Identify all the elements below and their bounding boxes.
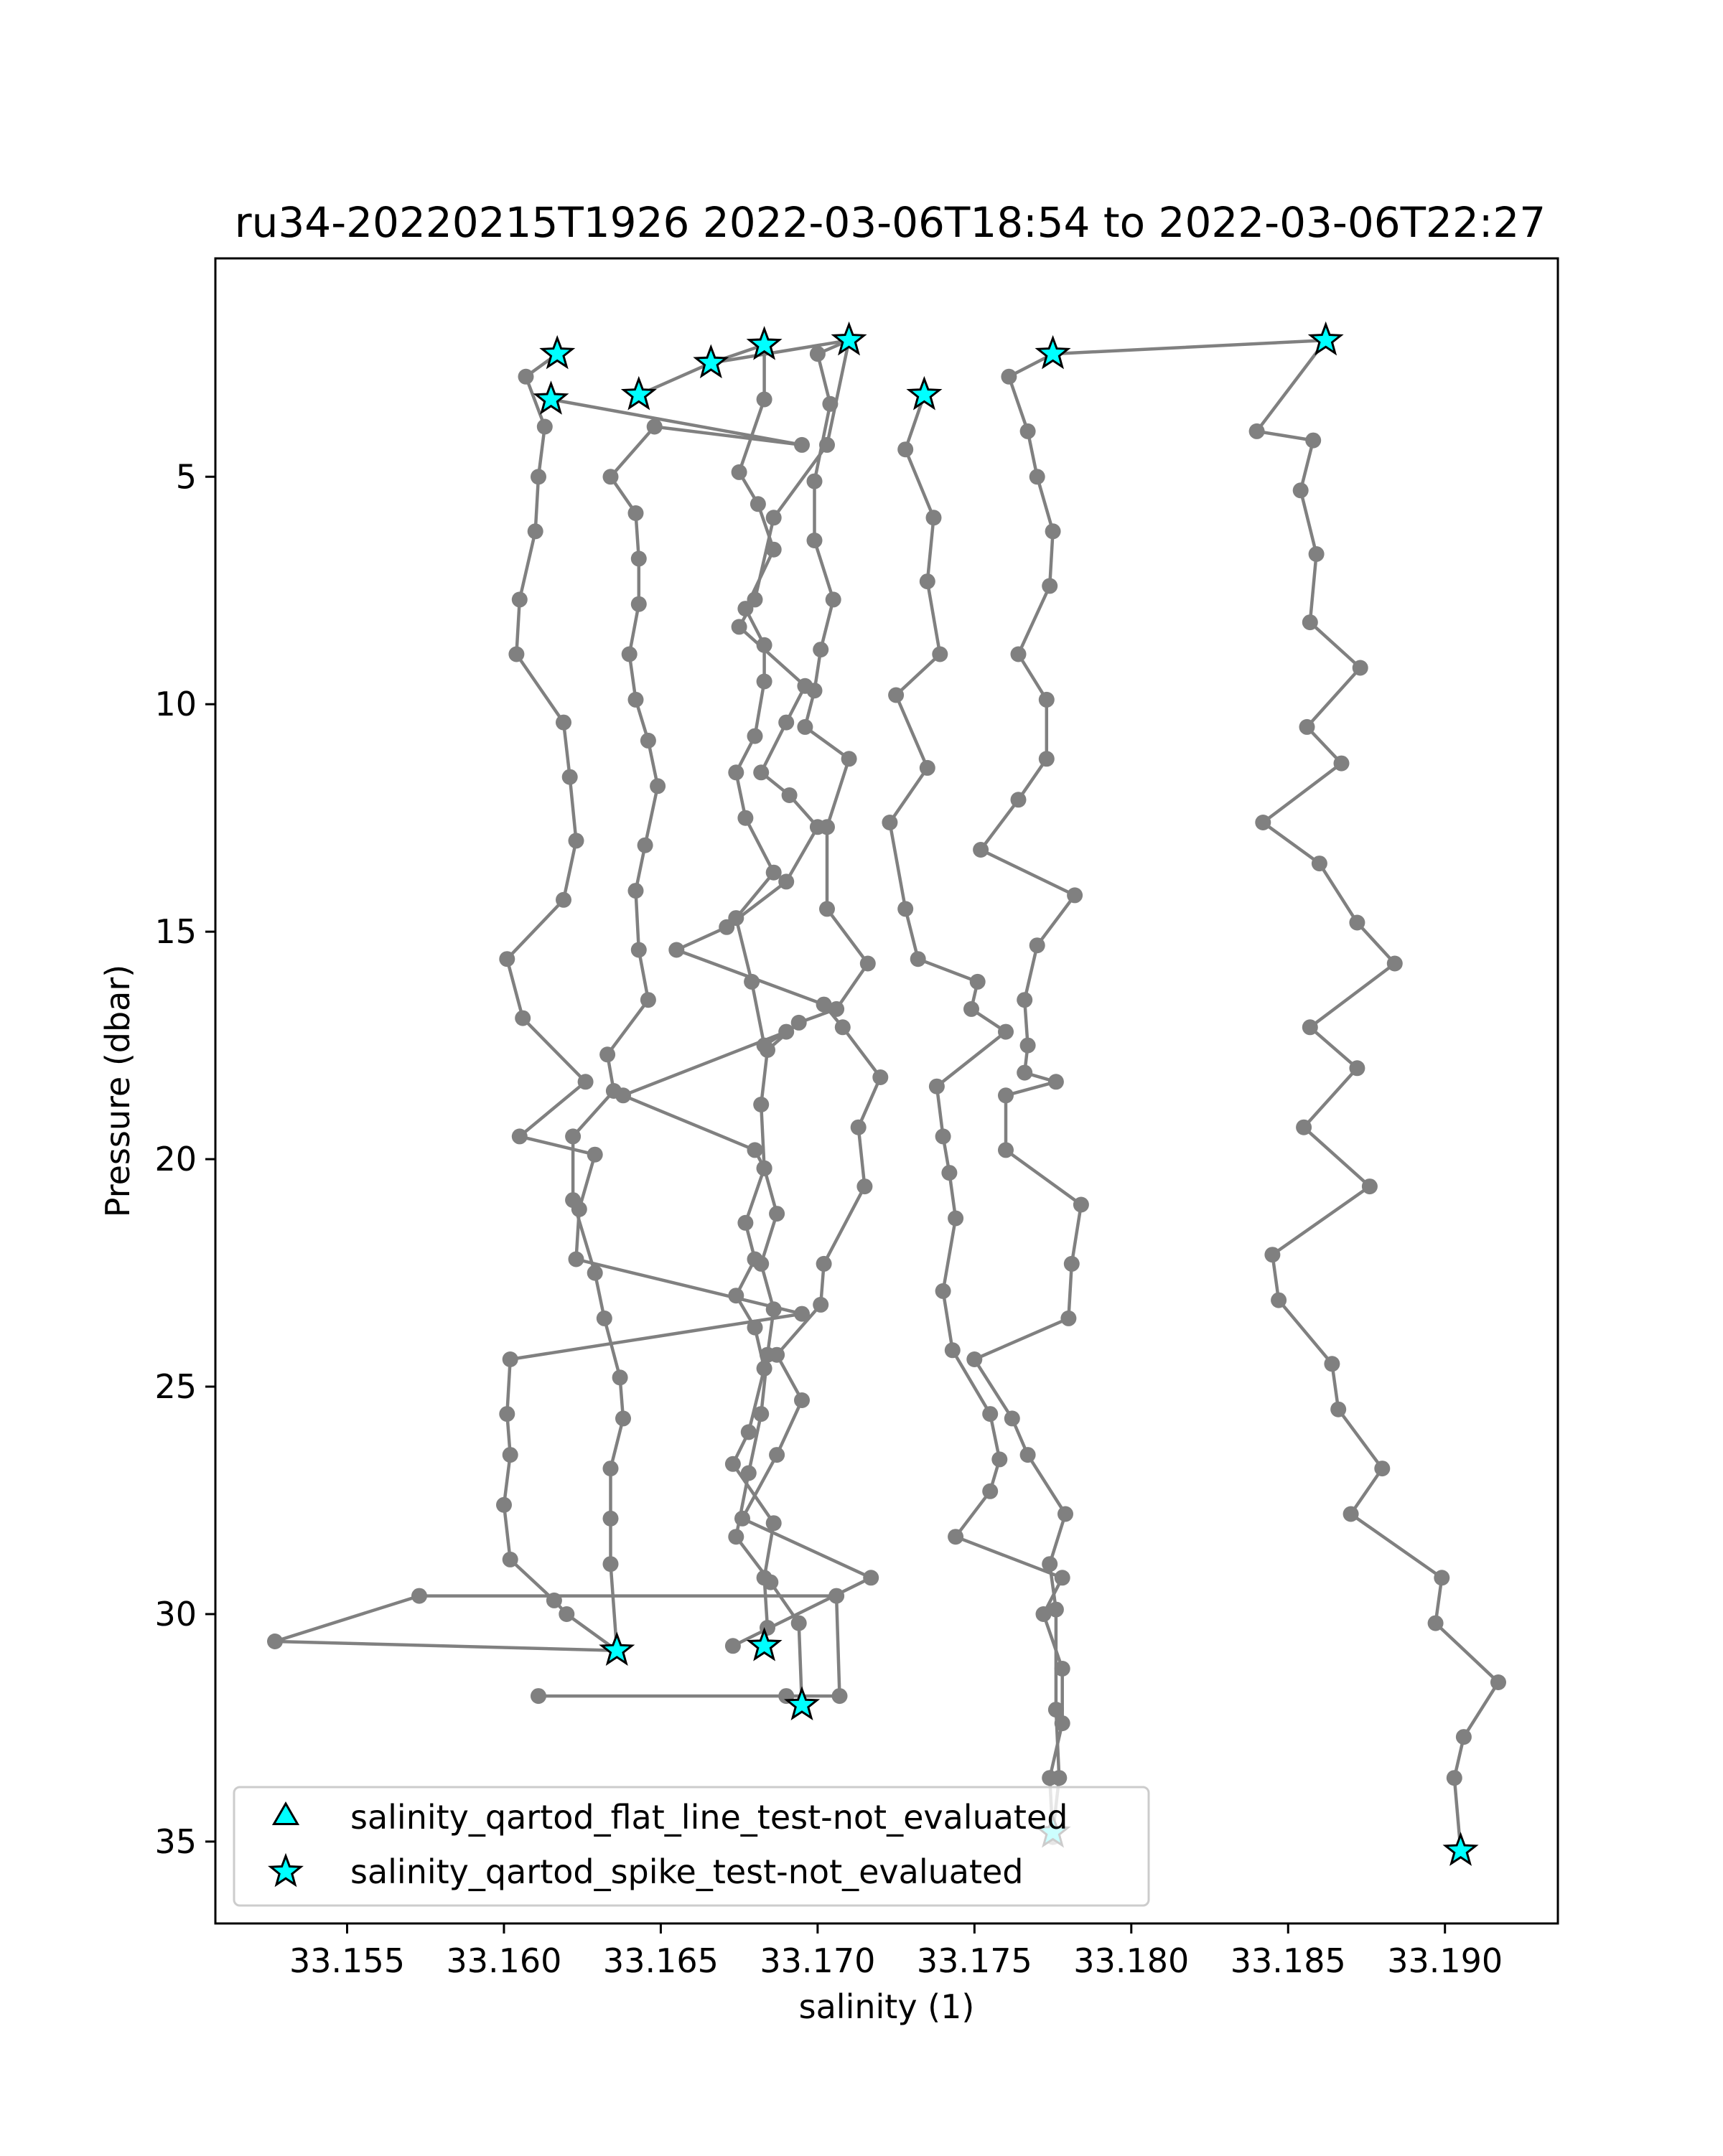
x-axis-label: salinity (1) [798,1987,975,2026]
data-point [1039,751,1055,767]
data-point [1073,1197,1089,1213]
data-point [628,505,644,521]
x-tick-label: 33.165 [602,1941,719,1980]
data-point [1353,660,1368,676]
data-point [757,392,772,408]
data-point [1042,578,1057,594]
data-point [832,1688,848,1704]
x-tick-label: 33.155 [289,1941,405,1980]
data-point [757,637,772,653]
data-point [1029,937,1045,953]
data-point [935,1128,951,1144]
data-point [737,810,753,826]
data-point [1296,1120,1312,1135]
data-point [725,1456,741,1472]
data-point [753,764,769,780]
data-point [750,496,766,512]
data-point [813,642,828,657]
data-point [791,1015,807,1031]
data-point [1309,546,1325,562]
data-point [732,619,747,634]
data-point [1051,1770,1067,1786]
data-point [744,974,760,990]
legend [234,1787,1149,1906]
data-point [807,533,823,548]
data-point [760,1042,775,1058]
data-point [753,1256,769,1272]
data-point [932,647,948,662]
chart-title: ru34-20220215T1926 2022-03-06T18:54 to 2022-03-06T22:27 [234,198,1546,247]
data-point [841,751,857,767]
x-tick-label: 33.185 [1230,1941,1346,1980]
x-tick-label: 33.170 [760,1941,876,1980]
data-point [1004,1410,1020,1426]
x-tick-label: 33.190 [1387,1941,1503,1980]
data-point [819,437,835,453]
data-point [734,1511,750,1527]
data-point [1029,469,1045,484]
data-point [499,951,515,967]
data-point [562,769,578,785]
data-point [920,573,935,589]
x-tick-label: 33.175 [916,1941,1032,1980]
data-point [503,1351,518,1367]
data-point [948,1211,963,1227]
data-point [612,1369,628,1385]
data-point [794,1392,810,1408]
data-point [966,1351,982,1367]
data-point [1057,1506,1073,1522]
data-point [528,523,543,539]
data-point [753,1097,769,1112]
data-point [603,1511,619,1527]
data-point [512,591,528,607]
x-tick-label: 33.160 [446,1941,562,1980]
y-tick-label: 25 [154,1367,197,1407]
data-point [747,728,763,744]
data-point [1255,815,1271,830]
data-point [728,1529,744,1545]
data-point [741,1424,757,1440]
data-point [882,815,897,830]
data-point [728,1288,744,1303]
data-point [1045,523,1061,539]
data-point [640,992,656,1008]
data-point [810,346,826,362]
data-point [741,1466,757,1481]
data-point [531,1688,546,1704]
data-point [597,1311,612,1326]
data-point [1011,792,1027,807]
data-point [599,1046,615,1062]
data-point [945,1342,961,1358]
data-point [603,1556,619,1572]
data-point [1020,1447,1036,1463]
data-point [631,942,647,958]
data-point [1001,369,1017,385]
data-point [778,715,794,731]
data-point [1490,1674,1506,1690]
data-point [1374,1461,1390,1476]
data-point [737,1215,753,1231]
data-point [615,1410,631,1426]
data-point [1042,1556,1057,1572]
data-point [1020,1038,1036,1054]
data-point [782,787,798,803]
data-point [769,1347,785,1363]
data-point [587,1147,603,1163]
data-point [1334,756,1350,772]
data-point [565,1128,581,1144]
data-point [631,550,647,566]
data-point [757,1361,772,1377]
data-point [860,956,876,972]
data-point [411,1588,427,1604]
data-point [603,469,619,484]
data-point [948,1529,963,1545]
data-point [1362,1178,1378,1194]
data-point [569,1252,584,1267]
data-point [267,1634,283,1649]
data-point [929,1079,945,1095]
data-point [762,1575,778,1590]
data-point [766,510,782,525]
data-point [778,873,794,889]
data-point [578,1074,594,1089]
data-point [569,833,584,848]
data-point [766,865,782,881]
data-point [1302,614,1318,630]
data-point [766,1515,782,1531]
data-point [1343,1506,1359,1522]
data-point [747,1320,763,1336]
data-point [631,596,647,612]
data-point [587,1265,603,1281]
data-point [719,919,734,935]
data-point [546,1593,562,1608]
data-point [963,1001,979,1017]
data-point [725,1638,741,1654]
data-point [508,647,524,662]
data-point [1324,1356,1340,1372]
y-axis-label: Pressure (dbar) [98,964,137,1218]
data-point [1428,1616,1444,1631]
data-point [559,1606,574,1622]
data-point [1048,1074,1064,1089]
data-point [1048,1702,1064,1717]
data-point [503,1447,518,1463]
data-point [1302,1019,1318,1035]
data-point [1312,856,1327,871]
data-point [920,760,935,776]
data-point [615,1087,631,1103]
data-point [1017,992,1032,1008]
data-point [668,942,684,958]
data-point [1387,956,1403,972]
data-point [515,1011,531,1026]
data-point [499,1406,515,1422]
legend-label-spike: salinity_qartod_spike_test-not_evaluated [350,1852,1024,1891]
data-point [1017,1065,1032,1081]
data-point [851,1120,867,1135]
data-point [1064,1256,1080,1272]
data-point [1067,887,1083,903]
data-point [728,764,744,780]
data-point [512,1128,528,1144]
x-tick-label: 33.180 [1073,1941,1190,1980]
data-point [1060,1311,1076,1326]
data-point [496,1497,512,1513]
legend-label-flat-line: salinity_qartod_flat_line_test-not_evaluated [350,1798,1068,1837]
data-point [791,1616,807,1631]
data-point [531,469,546,484]
data-point [897,441,913,457]
data-point [1264,1247,1280,1262]
data-point [1456,1729,1472,1745]
y-tick-label: 20 [154,1140,197,1179]
data-point [807,474,823,489]
data-point [628,883,644,899]
data-point [794,1306,810,1322]
data-point [603,1461,619,1476]
data-point [537,419,553,435]
data-point [1055,1661,1070,1677]
data-point [888,688,904,703]
data-point [910,951,926,967]
data-point [1434,1570,1449,1585]
data-point [518,369,534,385]
data-point [926,510,942,525]
data-point [1055,1570,1070,1585]
data-point [998,1024,1014,1040]
data-point [622,647,638,662]
data-point [732,464,747,480]
data-point [998,1087,1014,1103]
data-point [1349,915,1365,931]
data-point [813,1297,828,1313]
data-point [778,1024,794,1040]
data-point [766,1301,782,1317]
data-point [503,1552,518,1567]
data-point [863,1570,879,1585]
data-point [941,1165,957,1181]
data-point [640,733,656,749]
data-point [828,1588,844,1604]
data-point [982,1484,998,1499]
data-point [1020,423,1036,439]
data-point [747,591,763,607]
data-point [556,892,571,908]
data-point [982,1406,998,1422]
data-point [935,1283,951,1299]
data-point [819,901,835,917]
data-point [565,1192,581,1208]
data-point [897,901,913,917]
data-point [747,1142,763,1158]
data-point [1349,1060,1365,1076]
data-point [638,838,653,853]
data-point [1039,692,1055,708]
data-point [757,674,772,690]
y-tick-label: 35 [154,1822,197,1861]
data-point [1271,1293,1287,1308]
data-point [826,591,841,607]
data-point [991,1451,1007,1467]
data-point [797,678,813,694]
data-point [856,1178,872,1194]
data-point [797,719,813,735]
data-point [973,842,989,858]
data-point [816,1256,832,1272]
data-point [769,1447,785,1463]
data-point [998,1142,1014,1158]
data-point [822,396,838,412]
data-point [1048,1602,1064,1618]
data-point [769,1206,785,1222]
data-point [757,1161,772,1176]
data-point [1249,423,1265,439]
y-tick-label: 15 [154,912,197,952]
data-point [1305,433,1321,449]
data-point [1293,482,1309,498]
y-tick-label: 30 [154,1594,197,1634]
data-point [872,1069,888,1085]
data-point [628,692,644,708]
data-point [766,542,782,558]
y-tick-label: 5 [175,457,197,497]
data-point [816,997,832,1013]
data-point [1055,1715,1070,1731]
data-point [1011,647,1027,662]
data-point [1299,719,1315,735]
data-point [650,778,666,794]
data-point [794,437,810,453]
data-point [970,974,986,990]
data-point [1447,1770,1462,1786]
y-tick-label: 10 [154,685,197,724]
data-point [556,715,571,731]
data-point [810,819,826,835]
data-point [753,1406,769,1422]
data-point [647,419,663,435]
data-point [835,1019,851,1035]
data-point [760,1620,775,1636]
data-point [1330,1402,1346,1417]
